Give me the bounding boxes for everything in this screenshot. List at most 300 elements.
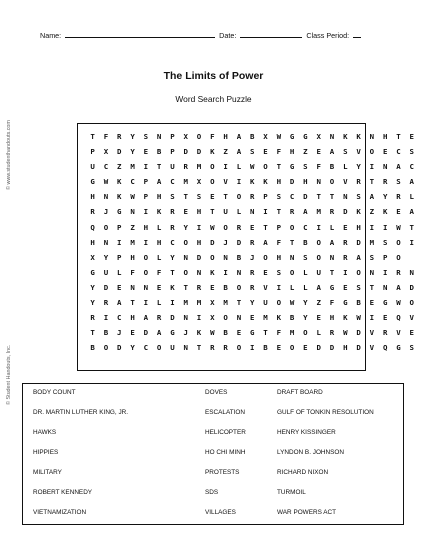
- grid-letter: K: [343, 132, 348, 141]
- grid-row: [86, 340, 418, 355]
- grid-letter: O: [236, 282, 242, 292]
- grid-letter: E: [183, 207, 188, 217]
- grid-letter: B: [223, 328, 228, 338]
- grid-letter: R: [210, 343, 215, 353]
- grid-letter: S: [356, 282, 361, 292]
- word-list-item: DOVES: [205, 389, 228, 396]
- grid-letter: Y: [130, 132, 135, 141]
- grid-letter: I: [117, 237, 122, 247]
- grid-letter: I: [263, 207, 268, 217]
- grid-letter: V: [369, 328, 375, 338]
- grid-letter: C: [303, 222, 308, 232]
- grid-letter: E: [409, 132, 414, 141]
- grid-letter: H: [382, 132, 388, 141]
- grid-letter: N: [103, 192, 109, 202]
- grid-letter: O: [396, 252, 401, 262]
- grid-letter: O: [236, 192, 242, 202]
- grid-letter: D: [316, 343, 321, 353]
- grid-letter: R: [249, 192, 255, 202]
- grid-letter: O: [316, 252, 321, 262]
- grid-letter: F: [103, 132, 109, 141]
- grid-letter: B: [356, 298, 361, 308]
- grid-letter: K: [196, 328, 202, 338]
- grid-letter: D: [117, 147, 122, 157]
- grid-letter: A: [409, 207, 414, 217]
- grid-letter: O: [103, 222, 109, 232]
- grid-letter: J: [223, 237, 228, 247]
- grid-letter: X: [196, 177, 202, 187]
- grid-letter: W: [289, 298, 295, 308]
- word-list-item: DRAFT BOARD: [277, 389, 323, 396]
- grid-letter: N: [130, 282, 135, 292]
- grid-letter: Y: [249, 298, 255, 308]
- grid-letter: E: [156, 282, 162, 292]
- grid-letter: L: [156, 252, 162, 262]
- grid-letter: X: [316, 132, 321, 141]
- grid-letter: C: [396, 147, 401, 157]
- grid-letter: A: [329, 147, 335, 157]
- grid-letter: Y: [90, 282, 95, 292]
- grid-letter: N: [183, 313, 188, 323]
- grid-row: [86, 310, 418, 325]
- grid-letter: R: [343, 252, 348, 262]
- grid-letter: E: [382, 147, 388, 157]
- word-list-item: LYNDON B. JOHNSON: [277, 449, 344, 456]
- page-title: The Limits of Power: [163, 70, 264, 82]
- grid-letter: S: [396, 177, 401, 187]
- grid-letter: H: [343, 343, 348, 353]
- grid-letter: L: [156, 222, 162, 232]
- grid-letter: N: [316, 177, 321, 187]
- side-website-text: © www.studenthandouts.com: [6, 120, 12, 190]
- grid-letter: P: [143, 177, 149, 187]
- grid-letter: S: [343, 147, 348, 157]
- grid-letter: L: [343, 162, 348, 172]
- grid-letter: I: [223, 162, 228, 172]
- grid-letter: O: [183, 237, 188, 247]
- grid-letter: I: [409, 237, 414, 247]
- grid-letter: I: [249, 343, 255, 353]
- grid-letter: H: [143, 222, 149, 232]
- grid-row: [86, 174, 418, 189]
- grid-letter: A: [156, 177, 162, 187]
- grid-letter: T: [276, 162, 282, 172]
- grid-letter: V: [263, 282, 268, 292]
- grid-letter: G: [289, 132, 295, 141]
- grid-letter: T: [396, 132, 401, 141]
- grid-letter: D: [117, 343, 122, 353]
- grid-letter: B: [223, 282, 228, 292]
- grid-letter: B: [263, 343, 268, 353]
- grid-letter: N: [223, 252, 228, 262]
- grid-letter: U: [263, 298, 268, 308]
- grid-letter: F: [130, 267, 135, 277]
- grid-letter: I: [223, 267, 228, 277]
- grid-letter: B: [156, 147, 162, 157]
- grid-letter: Z: [316, 298, 321, 308]
- grid-letter: A: [117, 298, 122, 308]
- grid-letter: K: [170, 282, 175, 292]
- grid-letter: X: [263, 132, 268, 141]
- grid-letter: A: [236, 147, 242, 157]
- date-label: Date:: [219, 31, 237, 40]
- grid-letter: W: [130, 192, 135, 202]
- grid-letter: O: [143, 267, 149, 277]
- word-list-item: HELICOPTER: [205, 429, 246, 436]
- grid-letter: K: [356, 132, 361, 141]
- grid-letter: E: [263, 267, 268, 277]
- word-list-item: WAR POWERS ACT: [277, 509, 337, 516]
- grid-letter: E: [303, 343, 308, 353]
- grid-letter: I: [143, 237, 149, 247]
- grid-letter: B: [249, 132, 255, 141]
- grid-letter: U: [170, 343, 175, 353]
- grid-letter: G: [117, 207, 122, 217]
- word-list-item: GULF OF TONKIN RESOLUTION: [277, 409, 374, 416]
- grid-letter: R: [90, 207, 95, 217]
- grid-letter: E: [343, 222, 348, 232]
- grid-letter: L: [409, 192, 414, 202]
- grid-letter: P: [263, 192, 268, 202]
- grid-letter: N: [249, 207, 255, 217]
- grid-letter: N: [156, 132, 162, 141]
- grid-letter: I: [103, 313, 109, 323]
- grid-letter: H: [303, 177, 308, 187]
- word-list-item: BODY COUNT: [33, 389, 76, 396]
- grid-letter: P: [117, 222, 122, 232]
- grid-letter: A: [409, 177, 414, 187]
- grid-letter: M: [289, 328, 295, 338]
- word-list-item: ESCALATION: [205, 409, 246, 416]
- grid-letter: O: [236, 343, 242, 353]
- grid-row: [86, 129, 418, 144]
- grid-letter: M: [223, 298, 228, 308]
- grid-letter: O: [409, 298, 414, 308]
- grid-letter: U: [170, 162, 175, 172]
- grid-letter: K: [249, 177, 255, 187]
- grid-letter: S: [382, 237, 388, 247]
- grid-letter: N: [183, 343, 188, 353]
- grid-letter: N: [369, 267, 375, 277]
- grid-letter: N: [369, 132, 375, 141]
- grid-letter: W: [343, 328, 348, 338]
- grid-letter: D: [210, 237, 215, 247]
- grid-letter: W: [103, 177, 109, 187]
- grid-letter: D: [356, 237, 361, 247]
- grid-letter: W: [249, 162, 255, 172]
- grid-letter: U: [90, 162, 95, 172]
- word-list-item: PROTESTS: [205, 469, 240, 476]
- grid-letter: B: [236, 252, 242, 262]
- grid-letter: L: [236, 207, 242, 217]
- grid-letter: D: [356, 343, 361, 353]
- grid-letter: D: [356, 328, 361, 338]
- grid-letter: N: [382, 282, 388, 292]
- name-blank: [65, 31, 215, 38]
- grid-letter: S: [303, 252, 308, 262]
- grid-letter: N: [143, 282, 149, 292]
- grid-letter: C: [289, 192, 295, 202]
- grid-row: [86, 144, 418, 159]
- grid-letter: Q: [90, 222, 95, 232]
- grid-letter: N: [329, 252, 335, 262]
- grid-letter: W: [210, 328, 215, 338]
- grid-letter: G: [329, 282, 335, 292]
- grid-letter: C: [409, 162, 414, 172]
- grid-letter: T: [210, 207, 215, 217]
- grid-letter: L: [329, 222, 335, 232]
- grid-letter: K: [382, 207, 388, 217]
- grid-letter: E: [117, 282, 122, 292]
- grid-letter: X: [183, 132, 188, 141]
- grid-letter: T: [316, 192, 321, 202]
- grid-letter: M: [183, 298, 188, 308]
- grid-letter: X: [210, 298, 215, 308]
- grid-letter: F: [276, 237, 282, 247]
- word-list-item: TURMOIL: [277, 489, 306, 496]
- grid-letter: Z: [130, 222, 135, 232]
- grid-letter: I: [196, 222, 202, 232]
- word-list-item: HENRY KISSINGER: [277, 429, 336, 436]
- grid-letter: L: [236, 162, 242, 172]
- grid-letter: C: [130, 177, 135, 187]
- grid-letter: O: [156, 343, 162, 353]
- grid-row: [86, 250, 418, 265]
- word-list: [22, 383, 404, 525]
- grid-letter: E: [369, 298, 375, 308]
- grid-letter: I: [170, 298, 175, 308]
- grid-letter: C: [170, 177, 175, 187]
- word-list-item: HIPPIES: [33, 449, 59, 456]
- name-label: Name:: [40, 31, 62, 40]
- grid-letter: B: [329, 162, 335, 172]
- grid-letter: A: [329, 237, 335, 247]
- grid-letter: O: [289, 267, 295, 277]
- grid-letter: B: [289, 313, 295, 323]
- grid-letter: M: [196, 298, 202, 308]
- grid-letter: L: [156, 298, 162, 308]
- grid-letter: U: [223, 207, 228, 217]
- grid-letter: G: [249, 328, 255, 338]
- side-copyright-text: © Student Handouts, Inc.: [6, 344, 12, 405]
- grid-letter: G: [303, 132, 308, 141]
- grid-letter: G: [90, 177, 95, 187]
- grid-letter: T: [90, 132, 95, 141]
- grid-letter: F: [156, 267, 162, 277]
- grid-letter: R: [343, 237, 348, 247]
- grid-letter: O: [210, 252, 215, 262]
- grid-letter: N: [196, 267, 202, 277]
- grid-letter: R: [356, 177, 361, 187]
- grid-letter: X: [103, 147, 109, 157]
- grid-letter: N: [130, 207, 135, 217]
- grid-letter: M: [369, 237, 375, 247]
- grid-letter: T: [156, 162, 162, 172]
- grid-letter: O: [223, 222, 228, 232]
- grid-letter: N: [329, 132, 335, 141]
- grid-letter: S: [249, 147, 255, 157]
- grid-letter: N: [103, 237, 109, 247]
- grid-letter: R: [103, 298, 109, 308]
- grid-letter: C: [143, 343, 149, 353]
- grid-letter: H: [276, 177, 282, 187]
- grid-letter: D: [236, 237, 242, 247]
- grid-letter: V: [356, 147, 361, 157]
- grid-letter: V: [223, 177, 228, 187]
- date-blank: [240, 31, 302, 38]
- grid-letter: D: [343, 207, 348, 217]
- grid-letter: O: [103, 343, 109, 353]
- grid-letter: S: [276, 192, 282, 202]
- grid-letter: K: [210, 267, 215, 277]
- grid-letter: F: [276, 328, 282, 338]
- grid-letter: E: [276, 343, 282, 353]
- grid-letter: P: [90, 147, 95, 157]
- grid-letter: Q: [382, 343, 388, 353]
- grid-letter: K: [276, 313, 282, 323]
- grid-letter: S: [409, 147, 414, 157]
- grid-letter: O: [183, 267, 188, 277]
- grid-letter: R: [156, 313, 162, 323]
- grid-row: [86, 325, 418, 340]
- grid-letter: L: [117, 267, 122, 277]
- grid-letter: X: [210, 313, 215, 323]
- grid-letter: E: [316, 147, 321, 157]
- grid-letter: M: [263, 313, 268, 323]
- grid-row: [86, 280, 418, 295]
- grid-letter: W: [276, 132, 282, 141]
- grid-letter: I: [369, 222, 375, 232]
- grid-letter: N: [343, 192, 348, 202]
- grid-letter: F: [210, 132, 215, 141]
- grid-letter: V: [369, 343, 375, 353]
- grid-letter: R: [196, 282, 202, 292]
- grid-letter: H: [196, 237, 202, 247]
- grid-row: [86, 159, 418, 174]
- grid-letter: T: [263, 328, 268, 338]
- grid-letter: U: [316, 267, 321, 277]
- grid-letter: K: [263, 177, 268, 187]
- grid-letter: T: [329, 192, 335, 202]
- grid-letter: D: [103, 282, 109, 292]
- grid-letter: K: [343, 313, 348, 323]
- class-period-label: Class Period:: [306, 31, 350, 40]
- grid-letter: N: [289, 252, 295, 262]
- grid-letter: Y: [356, 162, 361, 172]
- grid-letter: R: [183, 162, 188, 172]
- grid-letter: O: [223, 313, 228, 323]
- grid-letter: O: [316, 237, 321, 247]
- grid-letter: G: [170, 328, 175, 338]
- grid-letter: T: [409, 222, 414, 232]
- grid-letter: R: [236, 222, 242, 232]
- grid-letter: N: [382, 162, 388, 172]
- grid-letter: C: [103, 162, 109, 172]
- grid-letter: B: [303, 237, 308, 247]
- grid-letter: H: [90, 192, 95, 202]
- grid-letter: E: [396, 207, 401, 217]
- grid-letter: G: [396, 343, 401, 353]
- grid-letter: T: [130, 298, 135, 308]
- grid-letter: S: [409, 343, 414, 353]
- grid-letter: R: [90, 313, 95, 323]
- grid-letter: Y: [382, 192, 388, 202]
- grid-letter: P: [170, 132, 175, 141]
- grid-letter: E: [249, 313, 255, 323]
- word-list-item: HO CHI MINH: [205, 449, 246, 456]
- grid-letter: F: [276, 147, 282, 157]
- grid-letter: I: [143, 207, 149, 217]
- grid-letter: G: [289, 162, 295, 172]
- grid-letter: W: [210, 222, 215, 232]
- grid-letter: I: [369, 313, 375, 323]
- grid-letter: C: [170, 237, 175, 247]
- grid-letter: Y: [130, 343, 135, 353]
- grid-letter: H: [156, 192, 162, 202]
- grid-letter: O: [303, 328, 308, 338]
- grid-letter: B: [103, 328, 109, 338]
- grid-letter: G: [90, 267, 95, 277]
- grid-letter: R: [170, 207, 175, 217]
- grid-letter: L: [316, 328, 321, 338]
- grid-letter: T: [196, 343, 202, 353]
- grid-letter: P: [143, 192, 149, 202]
- grid-letter: F: [329, 298, 335, 308]
- grid-letter: R: [382, 177, 388, 187]
- grid-letter: H: [329, 313, 335, 323]
- grid-letter: O: [196, 132, 202, 141]
- grid-letter: R: [117, 132, 122, 141]
- grid-letter: L: [303, 267, 308, 277]
- grid-letter: V: [409, 313, 414, 323]
- grid-letter: D: [303, 192, 308, 202]
- grid-letter: S: [356, 192, 361, 202]
- grid-letter: I: [343, 267, 348, 277]
- grid-letter: L: [289, 282, 295, 292]
- grid-letter: S: [276, 267, 282, 277]
- grid-letter: T: [183, 282, 188, 292]
- grid-letter: A: [263, 237, 268, 247]
- grid-letter: D: [196, 252, 202, 262]
- grid-letter: F: [316, 162, 321, 172]
- grid-letter: D: [289, 177, 295, 187]
- grid-letter: K: [156, 207, 162, 217]
- grid-letter: N: [183, 252, 188, 262]
- grid-letter: M: [196, 162, 202, 172]
- grid-letter: W: [396, 298, 401, 308]
- grid-letter: Y: [303, 298, 308, 308]
- grid-letter: I: [143, 298, 149, 308]
- grid-letter: X: [90, 252, 95, 262]
- grid-letter: N: [236, 313, 242, 323]
- grid-letter: I: [316, 222, 321, 232]
- grid-letter: R: [249, 237, 255, 247]
- grid-letter: O: [210, 177, 215, 187]
- grid-letter: A: [236, 132, 242, 141]
- grid-letter: O: [143, 252, 149, 262]
- grid-letter: O: [276, 298, 282, 308]
- grid-letter: P: [117, 252, 122, 262]
- grid-letter: I: [382, 267, 388, 277]
- grid-letter: T: [170, 267, 175, 277]
- grid-row: [86, 189, 418, 204]
- grid-letter: Y: [103, 252, 109, 262]
- grid-letter: O: [396, 237, 401, 247]
- grid-letter: R: [289, 207, 295, 217]
- grid-row: [86, 265, 418, 280]
- grid-letter: I: [143, 162, 149, 172]
- letter-grid-rows: [86, 129, 418, 355]
